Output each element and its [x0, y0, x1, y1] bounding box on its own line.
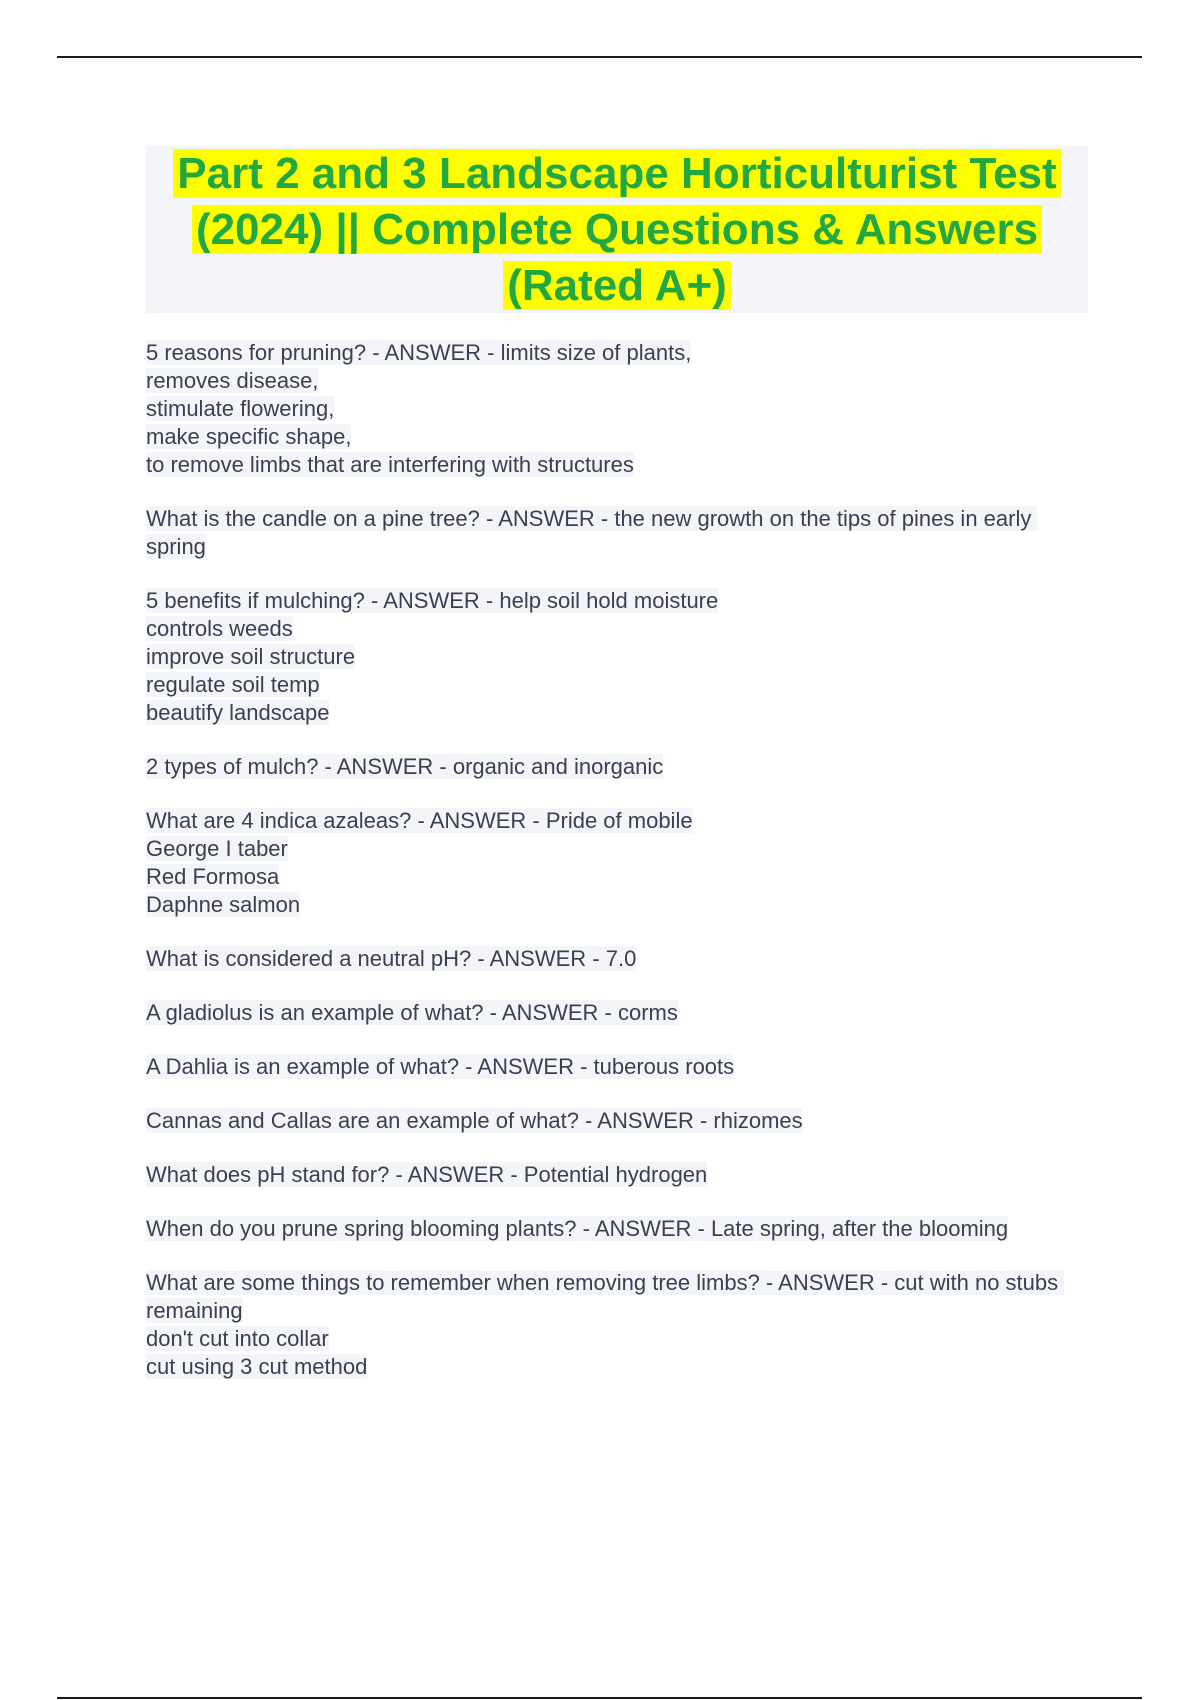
- qa-line: [146, 643, 1096, 671]
- qa-line: [146, 451, 1096, 479]
- qa-line: [146, 863, 1096, 891]
- qa-line: [146, 891, 1096, 919]
- qa-item: [146, 1215, 1096, 1243]
- qa-line: [146, 1161, 1096, 1189]
- qa-line-text: A Dahlia is an example of what? - ANSWER - tuberous roots: [146, 1054, 735, 1079]
- qa-item: [146, 1269, 1096, 1381]
- qa-line-text: What does pH stand for? - ANSWER - Potential hydrogen: [146, 1162, 708, 1187]
- qa-line-text: 2 types of mulch? - ANSWER - organic and inorganic: [146, 754, 664, 779]
- qa-line-text: removes disease,: [146, 368, 319, 393]
- qa-line-text: cut using 3 cut method: [146, 1354, 368, 1379]
- qa-line: [146, 505, 1096, 561]
- qa-line: [146, 699, 1096, 727]
- qa-item: [146, 505, 1096, 561]
- qa-item: [146, 1053, 1096, 1081]
- qa-line-text: A gladiolus is an example of what? - ANSWER - corms: [146, 1000, 678, 1025]
- qa-line-text: 5 benefits if mulching? - ANSWER - help soil hold moisture: [146, 588, 719, 613]
- qa-line: [146, 835, 1096, 863]
- qa-item: [146, 945, 1096, 973]
- qa-line-text: beautify landscape: [146, 700, 330, 725]
- qa-item: [146, 587, 1096, 727]
- qa-line: [146, 615, 1096, 643]
- document-title-text: Part 2 and 3 Landscape Horticulturist Test (2024) || Complete Questions & Answers (Rated A+): [173, 149, 1060, 310]
- qa-line-text: 5 reasons for pruning? - ANSWER - limits size of plants,: [146, 340, 692, 365]
- qa-line: [146, 423, 1096, 451]
- qa-line: [146, 395, 1096, 423]
- qa-line-text: What is the candle on a pine tree? - ANSWER - the new growth on the tips of pines in early spring: [146, 506, 1038, 559]
- qa-item: [146, 753, 1096, 781]
- qa-line-text: to remove limbs that are interfering with structures: [146, 452, 634, 477]
- qa-item: [146, 999, 1096, 1027]
- qa-list: [146, 339, 1096, 1407]
- qa-line-text: George I taber: [146, 836, 288, 861]
- qa-line: [146, 1325, 1096, 1353]
- qa-line: [146, 671, 1096, 699]
- qa-line: [146, 1107, 1096, 1135]
- qa-item: [146, 339, 1096, 479]
- qa-line: [146, 807, 1096, 835]
- qa-item: [146, 1161, 1096, 1189]
- qa-line-text: Red Formosa: [146, 864, 280, 889]
- qa-line-text: What are 4 indica azaleas? - ANSWER - Pride of mobile: [146, 808, 693, 833]
- qa-line-text: improve soil structure: [146, 644, 356, 669]
- footer-rule: [57, 1697, 1142, 1699]
- qa-line-text: What are some things to remember when removing tree limbs? - ANSWER - cut with no stubs remaining: [146, 1270, 1065, 1323]
- qa-line: [146, 339, 1096, 367]
- qa-line-text: Cannas and Callas are an example of what? - ANSWER - rhizomes: [146, 1108, 803, 1133]
- qa-line-text: What is considered a neutral pH? - ANSWER - 7.0: [146, 946, 637, 971]
- qa-line-text: stimulate flowering,: [146, 396, 335, 421]
- qa-line-text: don't cut into collar: [146, 1326, 329, 1351]
- qa-line-text: make specific shape,: [146, 424, 352, 449]
- qa-line: [146, 367, 1096, 395]
- qa-line: [146, 1269, 1096, 1325]
- qa-item: [146, 807, 1096, 919]
- qa-line-text: When do you prune spring blooming plants? - ANSWER - Late spring, after the blooming: [146, 1216, 1009, 1241]
- qa-line: [146, 1053, 1096, 1081]
- qa-line: [146, 999, 1096, 1027]
- qa-line: [146, 587, 1096, 615]
- title-banner: [146, 146, 1088, 313]
- qa-line-text: Daphne salmon: [146, 892, 301, 917]
- qa-line: [146, 945, 1096, 973]
- document-title: [167, 146, 1067, 314]
- qa-line-text: controls weeds: [146, 616, 293, 641]
- header-rule: [57, 56, 1142, 58]
- qa-item: [146, 1107, 1096, 1135]
- qa-line: [146, 753, 1096, 781]
- qa-line-text: regulate soil temp: [146, 672, 320, 697]
- qa-line: [146, 1215, 1096, 1243]
- qa-line: [146, 1353, 1096, 1381]
